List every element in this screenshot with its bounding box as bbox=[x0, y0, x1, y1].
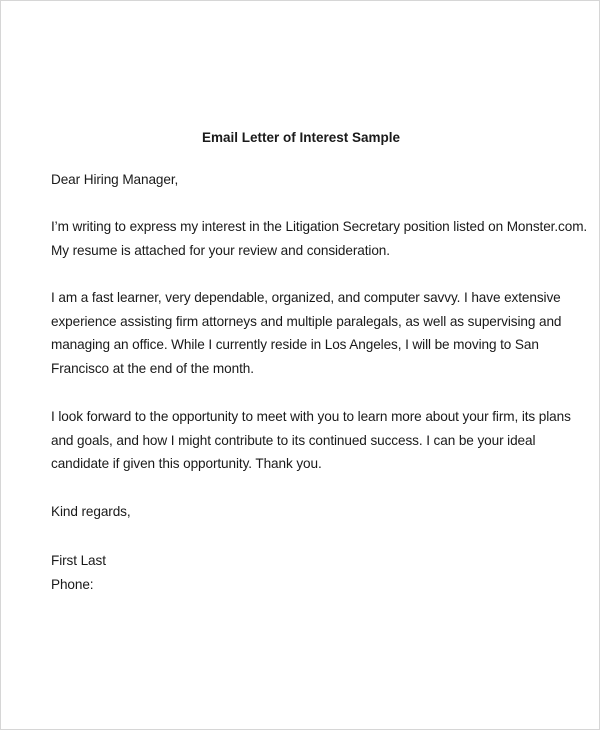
paragraph-3-line-2: and goals, and how I might contribute to its continued success. I can be your ideal bbox=[51, 432, 536, 448]
paragraph-1-line-1: I’m writing to express my interest in the Litigation Secretary position listed on Monster.com. bbox=[51, 219, 588, 234]
paragraph-2-line-3: managing an office. While I currently reside in Los Angeles, I will be moving to San bbox=[51, 337, 539, 353]
paragraph-3-line-3: candidate if given this opportunity. Thank you. bbox=[51, 456, 322, 472]
signature-phone-label: Phone: bbox=[51, 576, 94, 592]
paragraph-2-line-4: Francisco at the end of the month. bbox=[51, 360, 254, 376]
signature-name: First Last bbox=[51, 553, 106, 568]
paragraph-1 bbox=[51, 215, 588, 262]
salutation-text: Dear Hiring Manager, bbox=[51, 172, 179, 187]
closing-text: Kind regards, bbox=[51, 504, 131, 519]
document-title: Email Letter of Interest Sample bbox=[201, 130, 401, 145]
signature-block bbox=[51, 549, 571, 596]
paragraph-3-line-1: I look forward to the opportunity to meet with you to learn more about your firm, its plans bbox=[51, 409, 571, 424]
paragraph-2-line-2: experience assisting firm attorneys and multiple paralegals, as well as supervising and bbox=[51, 313, 562, 329]
paragraph-2 bbox=[51, 286, 571, 380]
salutation bbox=[51, 168, 571, 192]
closing bbox=[51, 500, 571, 524]
paragraph-1-line-2: My resume is attached for your review and consideration. bbox=[51, 242, 390, 258]
paragraph-2-line-1: I am a fast learner, very dependable, organized, and computer savvy. I have extensive bbox=[51, 290, 561, 305]
paragraph-3 bbox=[51, 405, 571, 476]
